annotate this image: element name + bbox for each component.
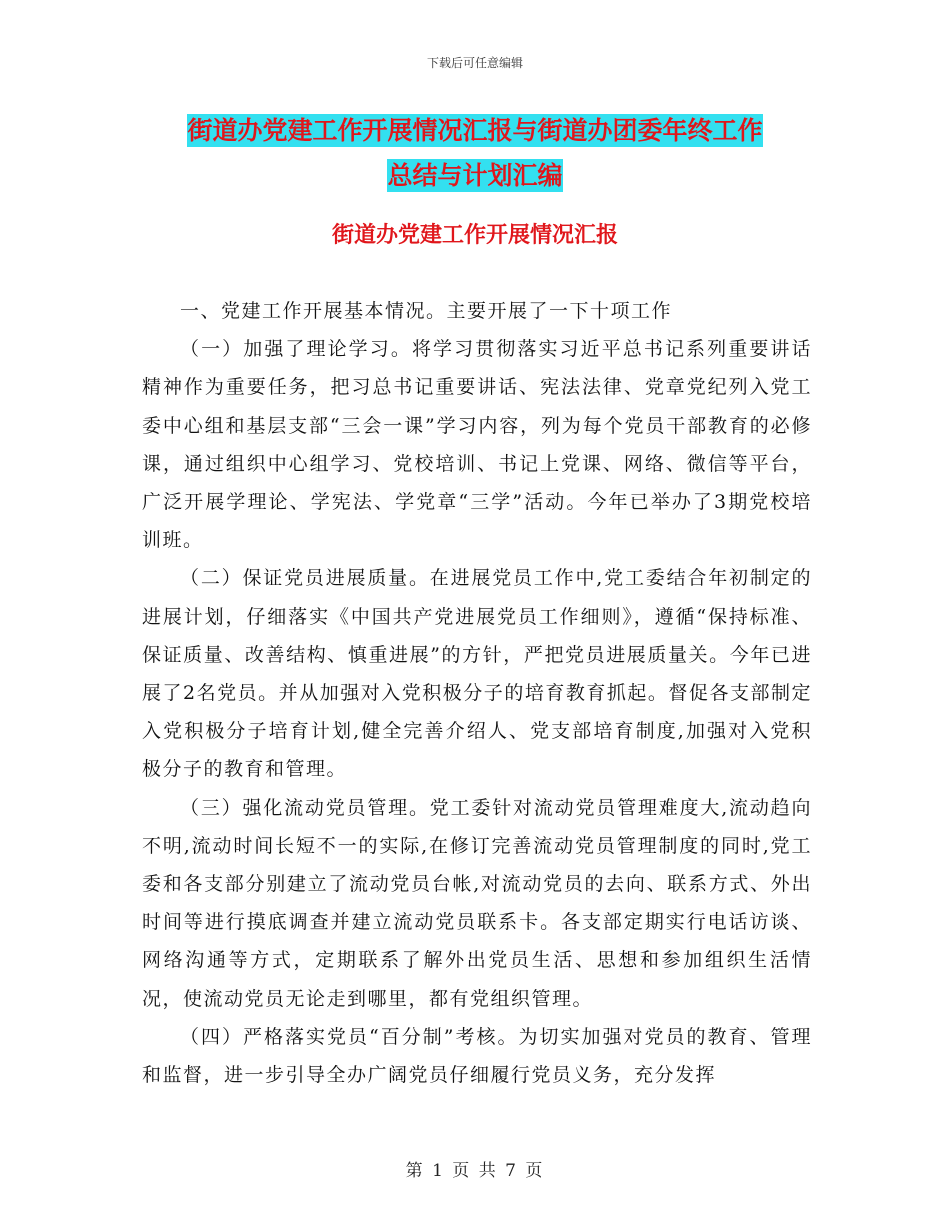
title-line-2: 总结与计划汇编 [387,161,563,190]
page-header-note: 下载后可任意编辑 [426,56,523,70]
paragraph: （一）加强了理论学习。将学习贯彻落实习近平总书记系列重要讲话精神作为重要任务，把习总书记重要讲话、宪法法律、党章党纪列入党工委中心组和基层支部“三会一课”学习内容，列为每个党员干部教育的必修课，通过组织中心组学习、党校培训、书记上党课、网络、微信等平台，广泛开展学理论、学宪法、学党章“三学”活动。今年已举办了3期党校培训班。 [142,338,812,552]
document-body [142,292,812,1094]
page-number: 第 1 页 共 7 页 [405,1161,545,1181]
section-title: 街道办党建工作开展情况汇报 [331,223,618,248]
paragraph: （二）保证党员进展质量。在进展党员工作中,党工委结合年初制定的进展计划，仔细落实《中国共产党进展党员工作细则》，遵循“保持标准、保证质量、改善结构、慎重进展”的方针，严把党员进展质量关。今年已进展了2名党员。并从加强对入党积极分子的培育教育抓起。督促各支部制定入党积极分子培育计划,健全完善介绍人、党支部培育制度,加强对入党积极分子的教育和管理。 [142,567,812,781]
title-line-1: 街道办党建工作开展情况汇报与街道办团委年终工作 [187,116,763,145]
paragraph: （四）严格落实党员“百分制”考核。为切实加强对党员的教育、管理和监督，进一步引导全办广阔党员仔细履行党员义务，充分发挥 [142,1025,812,1087]
paragraph: 一、党建工作开展基本情况。主要开展了一下十项工作 [180,300,673,322]
document-title [0,108,950,198]
paragraph: （三）强化流动党员管理。党工委针对流动党员管理难度大,流动趋向不明,流动时间长短不一的实际,在修订完善流动党员管理制度的同时,党工委和各支部分别建立了流动党员台帐,对流动党员的去向、联系方式、外出时间等进行摸底调查并建立流动党员联系卡。各支部定期实行电话访谈、网络沟通等方式，定期联系了解外出党员生活、思想和参加组织生活情况，使流动党员无论走到哪里，都有党组织管理。 [142,796,812,1010]
